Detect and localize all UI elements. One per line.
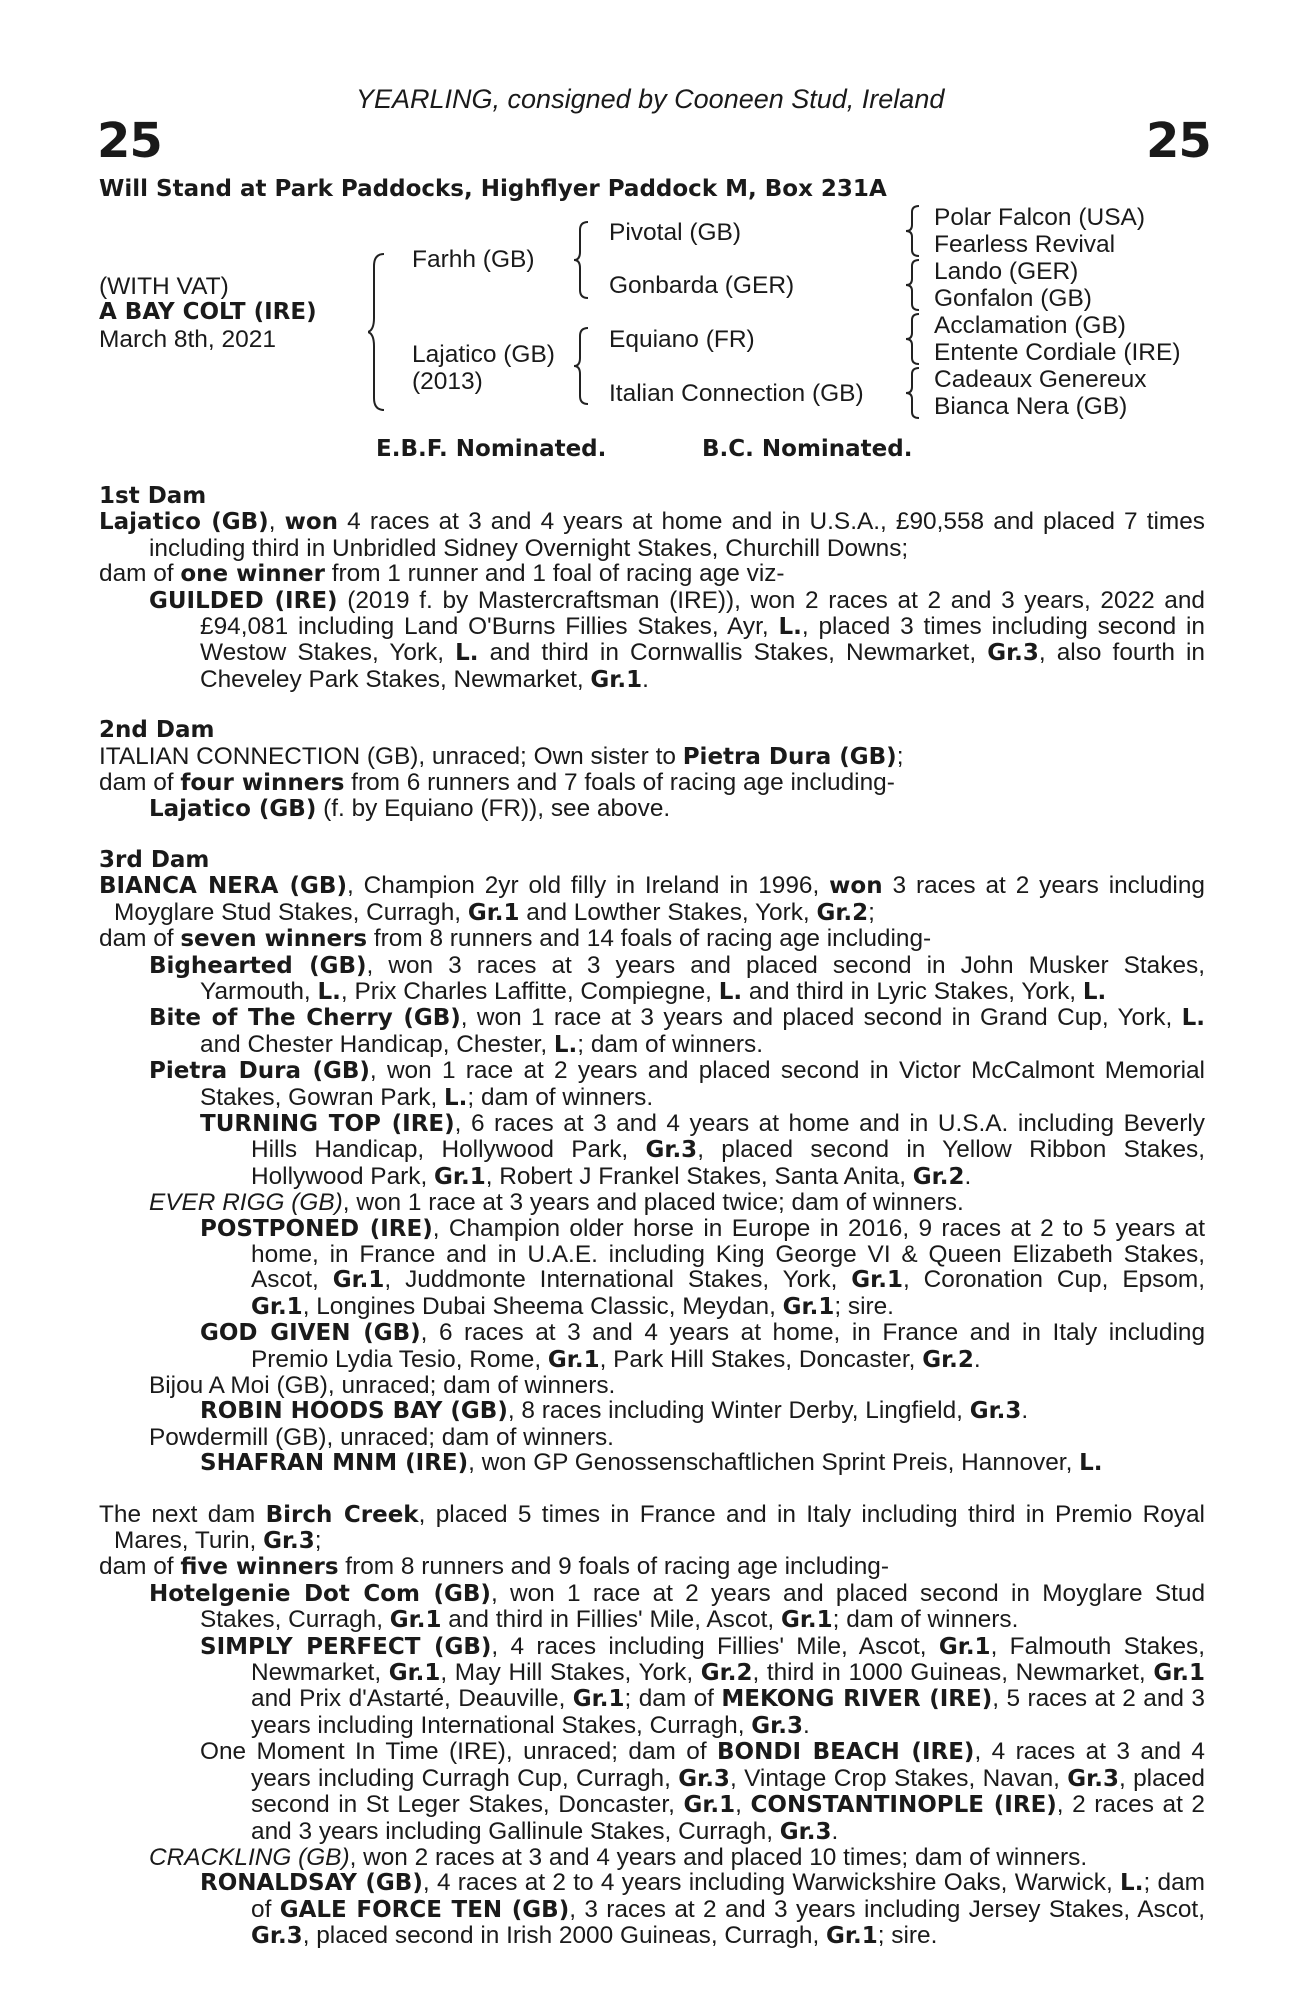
first-dam-heading: 1st Dam: [99, 483, 207, 509]
sire: Farhh (GB): [412, 246, 535, 273]
next-dam-produce: dam of five winners from 8 runners and 9 foals of racing age including-: [99, 1553, 889, 1581]
pedigree-brace: [368, 252, 392, 412]
gg-7: Cadeaux Genereux: [934, 366, 1147, 393]
produce-robin-hoods-bay: ROBIN HOODS BAY (GB), 8 races including Winter Derby, Lingfield, Gr.3.: [200, 1397, 1029, 1425]
ebf-nominated: E.B.F. Nominated.: [376, 436, 607, 462]
dam-brace: [574, 326, 594, 406]
gg-1: Polar Falcon (USA): [934, 204, 1146, 231]
dam-sire: Equiano (FR): [609, 326, 755, 353]
gg-6: Entente Cordiale (IRE): [934, 339, 1181, 366]
produce-hotelgenie: Hotelgenie Dot Com (GB), won 1 race at 2 years and placed second in Moyglare Stud Stakes, Curragh, Gr.1 and third in Fillies' Mile, Ascot, Gr.1; dam of winners.: [149, 1579, 1206, 1634]
gg-4: Gonfalon (GB): [934, 285, 1092, 312]
produce-one-moment-in-time: One Moment In Time (IRE), unraced; dam of BONDI BEACH (IRE), 4 races at 3 and 4 years including Curragh Cup, Curragh, Gr.3, Vintage Crop Stakes, Navan, Gr.3, placed second in St Leger Stakes, Doncaster, Gr.1, CONSTANTINOPLE (IRE), 2 races at 2 and 3 years including Gallinule Stakes, Curragh, Gr.3.: [200, 1738, 1205, 1845]
produce-lajatico: Lajatico (GB) (f. by Equiano (FR)), see above.: [149, 795, 671, 823]
consignment-line: YEARLING, consigned by Cooneen Stud, Ireland: [356, 84, 945, 114]
horse-dob: March 8th, 2021: [99, 326, 277, 353]
produce-ronaldsay: RONALDSAY (GB), 4 races at 2 to 4 years including Warwickshire Oaks, Warwick, L.; dam of GALE FORCE TEN (GB), 3 races at 2 and 3 years including Jersey Stakes, Ascot, Gr.3, placed second in Irish 2000 Guineas, Curragh, Gr.1; sire.: [200, 1869, 1205, 1950]
third-dam-entry: BIANCA NERA (GB), Champion 2yr old filly in Ireland in 1996, won 3 races at 2 years including Moyglare Stud Stakes, Curragh, Gr.1 and Lowther Stakes, York, Gr.2;: [99, 872, 1205, 926]
bc-nominated: B.C. Nominated.: [702, 436, 913, 462]
second-dam-produce: dam of four winners from 6 runners and 7 foals of racing age including-: [99, 769, 895, 797]
sire-dam: Gonbarda (GER): [609, 272, 795, 299]
gg-5: Acclamation (GB): [934, 312, 1126, 339]
produce-crackling: CRACKLING (GB), won 2 races at 3 and 4 years and placed 10 times; dam of winners.: [149, 1843, 1088, 1871]
dam-year: (2013): [412, 368, 483, 395]
produce-simply-perfect: SIMPLY PERFECT (GB), 4 races including Fillies' Mile, Ascot, Gr.1, Falmouth Stakes, Newmarket, Gr.1, May Hill Stakes, York, Gr.2, third in 1000 Guineas, Newmarket, Gr.1 and Prix d'Astarté, Deauville, Gr.1; dam of MEKONG RIVER (IRE), 5 races at 2 and 3 years including International Stakes, Curragh, Gr.3.: [200, 1632, 1206, 1739]
next-dam-entry: The next dam Birch Creek, placed 5 times in France and in Italy including third in Premio Royal Mares, Turin, Gr.3;: [99, 1500, 1205, 1555]
second-dam-heading: 2nd Dam: [99, 717, 215, 744]
produce-god-given: GOD GIVEN (GB), 6 races at 3 and 4 years at home, in France and in Italy including Premio Lydia Tesio, Rome, Gr.1, Park Hill Stakes, Doncaster, Gr.2.: [200, 1319, 1206, 1373]
lot-number-right: 25: [1146, 113, 1211, 169]
produce-powdermill: Powdermill (GB), unraced; dam of winners.: [149, 1423, 614, 1451]
produce-bijou-a-moi: Bijou A Moi (GB), unraced; dam of winners.: [149, 1372, 616, 1399]
sire-brace: [574, 220, 594, 300]
gg-2: Fearless Revival: [934, 231, 1116, 258]
first-dam-produce: dam of one winner from 1 runner and 1 foal of racing age viz-: [99, 560, 785, 588]
third-dam-heading: 3rd Dam: [99, 846, 210, 873]
dam: Lajatico (GB): [412, 341, 555, 368]
g-brace-2: [905, 258, 925, 312]
produce-turning-top: TURNING TOP (IRE), 6 races at 3 and 4 years at home and in U.S.A. including Beverly Hills Handicap, Hollywood Park, Gr.3, placed second in Yellow Ribbon Stakes, Hollywood Park, Gr.1, Robert J Frankel Stakes, Santa Anita, Gr.2.: [200, 1109, 1206, 1190]
g-brace-1: [905, 204, 925, 258]
dam-dam: Italian Connection (GB): [609, 380, 864, 407]
gg-8: Bianca Nera (GB): [934, 393, 1128, 420]
g-brace-4: [905, 366, 925, 420]
sire-sire: Pivotal (GB): [609, 219, 742, 246]
horse-name: A BAY COLT (IRE): [99, 299, 317, 325]
produce-bite-of-the-cherry: Bite of The Cherry (GB), won 1 race at 3 years and placed second in Grand Cup, York, L. and Chester Handicap, Chester, L.; dam of winners.: [149, 1004, 1205, 1058]
gg-3: Lando (GER): [934, 258, 1079, 285]
produce-ever-rigg: EVER RIGG (GB), won 1 race at 3 years and placed twice; dam of winners.: [149, 1189, 964, 1217]
produce-bighearted: Bighearted (GB), won 3 races at 3 years and placed second in John Musker Stakes, Yarmouth, L., Prix Charles Laffitte, Compiegne, L. and third in Lyric Stakes, York, L.: [149, 951, 1205, 1005]
third-dam-produce: dam of seven winners from 8 runners and 14 foals of racing age including-: [99, 925, 932, 953]
produce-shafran-mnm: SHAFRAN MNM (IRE), won GP Genossenschaftlichen Sprint Preis, Hannover, L.: [200, 1449, 1103, 1477]
produce-postponed: POSTPONED (IRE), Champion older horse in Europe in 2016, 9 races at 2 to 5 years at home, in France and in U.A.E. including King George VI & Queen Elizabeth Stakes, Ascot, Gr.1, Juddmonte International Stakes, York, Gr.1, Coronation Cup, Epsom, Gr.1, Longines Dubai Sheema Classic, Meydan, Gr.1; sire.: [200, 1214, 1206, 1320]
stand-location: Will Stand at Park Paddocks, Highflyer Paddock M, Box 231A: [99, 176, 887, 202]
produce-pietra-dura: Pietra Dura (GB), won 1 race at 2 years and placed second in Victor McCalmont Memorial Stakes, Gowran Park, L.; dam of winners.: [149, 1057, 1205, 1111]
vat-label: (WITH VAT): [99, 273, 229, 300]
produce-guilded: GUILDED (IRE) (2019 f. by Mastercraftsman (IRE)), won 2 races at 2 and 3 years, 2022 and £94,081 including Land O'Burns Fillies Stakes, Ayr, L., placed 3 times including second in Westow Stakes, York, L. and third in Cornwallis Stakes, Newmarket, Gr.3, also fourth in Cheveley Park Stakes, Newmarket, Gr.1.: [149, 586, 1205, 693]
second-dam-entry: ITALIAN CONNECTION (GB), unraced; Own sister to Pietra Dura (GB);: [99, 742, 904, 770]
catalogue-body: [99, 484, 1205, 1950]
g-brace-3: [905, 312, 925, 366]
lot-number-left: 25: [97, 113, 162, 169]
first-dam-entry: Lajatico (GB), won 4 races at 3 and 4 years at home and in U.S.A., £90,558 and placed 7 times including third in Unbridled Sidney Overnight Stakes, Churchill Downs;: [99, 508, 1205, 562]
